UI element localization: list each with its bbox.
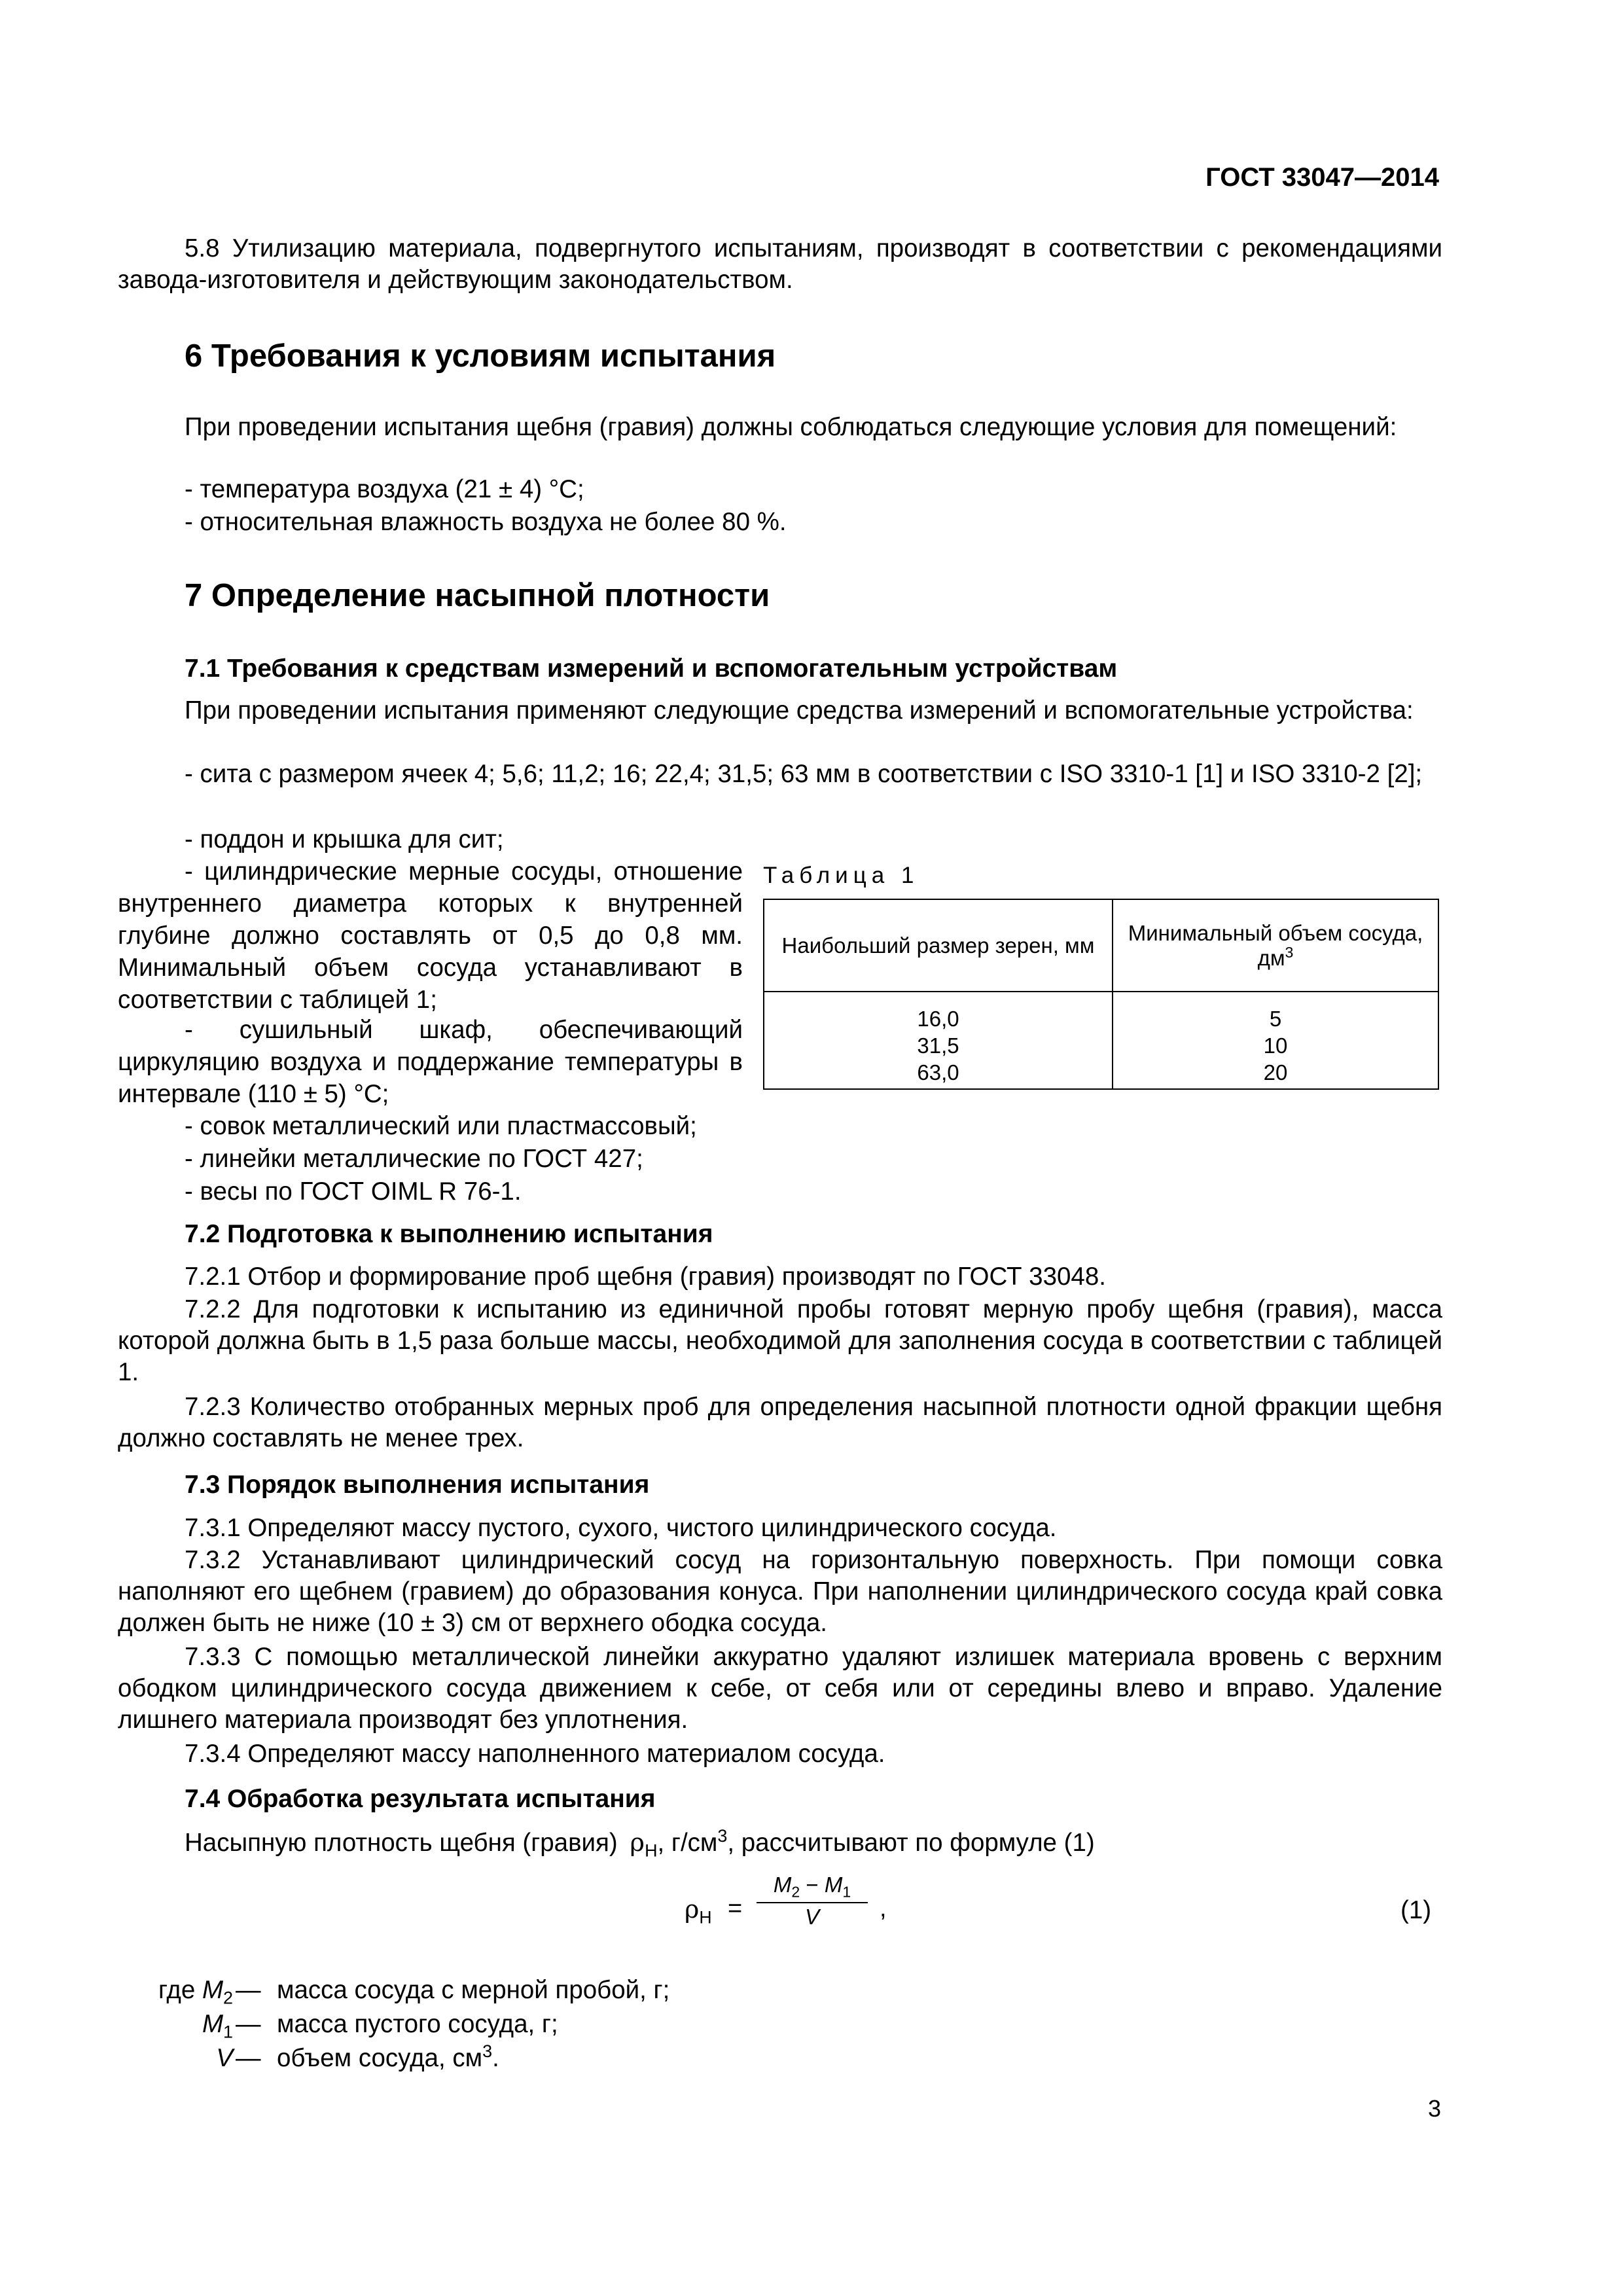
where-text	[277, 2042, 499, 2075]
formula-m2-subscript: 2	[791, 1883, 800, 1901]
paragraph-7-3-3: 7.3.3 С помощью металлической линейки аккуратно удаляют излишек материала вровень с верхним ободком цилиндрического сосуда движением к себе, от себя или от середины влево и вправо. Удаление лишнего материала производят без уплотнения.	[118, 1643, 1442, 1734]
section-6-title: 6 Требования к условиям испытания	[185, 338, 776, 374]
where-dash: —	[236, 1976, 261, 2004]
paragraph-7-2-1: 7.2.1 Отбор и формирование проб щебня (гравия) производят по ГОСТ 33048.	[185, 1263, 1106, 1291]
subsection-7-4-title: 7.4 Обработка результата испытания	[185, 1785, 656, 1813]
table-cell-size: 31,5	[917, 1033, 959, 1058]
formula-lhs	[685, 1895, 712, 1928]
where-item	[118, 2042, 772, 2076]
units-text: , г/см	[657, 1829, 718, 1857]
table-row	[764, 992, 1438, 1089]
where-dash: —	[236, 2044, 261, 2072]
equipment-oven: - сушильный шкаф, обеспечивающий циркуляцию воздуха и поддержание температуры в интервале (110 ± 5) °С;	[118, 1016, 743, 1108]
table-cell-volume: 5	[1269, 1007, 1282, 1031]
page-number: 3	[1427, 2095, 1441, 2122]
equipment-sieves: - сита с размером ячеек 4; 5,6; 11,2; 16; 22,4; 31,5; 63 мм в соответствии с ISO 3310-1 [1] и ISO 3310-2 [2];	[185, 760, 1423, 788]
where-item	[118, 1974, 772, 2008]
paragraph-7-4-intro	[185, 1827, 1095, 1859]
formula-rho-subscript: Н	[699, 1907, 712, 1928]
paragraph-7-3-2: 7.3.2 Устанавливают цилиндрический сосуд на горизонтальную поверхность. При помощи совка наполняют его щебнем (гравием) до образования конуса. При наполнении цилиндрического сосуда край совка должен быть не ниже (10 ± 3) см от верхнего ободка сосуда.	[118, 1546, 1442, 1637]
section-6-intro: При проведении испытания щебня (гравия) должны соблюдаться следующие условия для помещений:	[185, 413, 1397, 441]
where-sym: M	[202, 1976, 224, 2004]
formula-minus: −	[806, 1873, 819, 1897]
table-cell-volume: 20	[1263, 1060, 1288, 1085]
where-text-main: объем сосуда, см	[277, 2044, 483, 2072]
where-sym: V	[216, 2044, 233, 2072]
equipment-pan: - поддон и крышка для сит;	[185, 825, 504, 853]
where-item	[118, 2008, 772, 2042]
where-end: .	[492, 2044, 499, 2072]
table-cell-size: 16,0	[917, 1007, 959, 1031]
paragraph-7-3-1: 7.3.1 Определяют массу пустого, сухого, чистого цилиндрического сосуда.	[185, 1514, 1057, 1542]
formula-rho: ρ	[685, 1895, 700, 1924]
condition-humidity: - относительная влажность воздуха не более 80 %.	[185, 508, 787, 536]
subsection-7-1-intro: При проведении испытания применяют следующие средства измерений и вспомогательные устройства:	[185, 696, 1414, 725]
intro-tail: , рассчитывают по формуле (1)	[727, 1829, 1095, 1857]
paragraph-7-2-3: 7.2.3 Количество отобранных мерных проб для определения насыпной плотности одной фракции щебня должно составлять не менее трех.	[118, 1393, 1442, 1452]
equipment-vessels: - цилиндрические мерные сосуды, отношение внутреннего диаметра которых к внутренней глубине должно составлять от 0,5 до 0,8 мм. Минимальный объем сосуда устанавливают в соответствии с таблицей 1;	[118, 857, 743, 1014]
paragraph-7-2-2: 7.2.2 Для подготовки к испытанию из единичной пробы готовят мерную пробу щебня (гравия), масса которой должна быть в 1,5 раза больше массы, необходимой для заполнения сосуда в соответствии с таблицей 1.	[118, 1295, 1442, 1386]
rho-subscript: Н	[645, 1840, 658, 1861]
where-sub: 1	[223, 2022, 233, 2042]
where-sub: 2	[223, 1988, 233, 2008]
formula-v: V	[804, 1905, 819, 1929]
formula-number: (1)	[1400, 1896, 1432, 1924]
where-sym: M	[202, 2010, 224, 2038]
formula-denominator	[750, 1903, 874, 1931]
where-symbol	[202, 2008, 233, 2041]
page-header: ГОСТ 33047—2014	[1205, 163, 1439, 192]
paragraph-7-3-4: 7.3.4 Определяют массу наполненного материалом сосуда.	[185, 1740, 885, 1768]
table-header-volume-label: Минимальный объем сосуда, дм	[1128, 920, 1423, 970]
equipment-scales: - весы по ГОСТ OIML R 76-1.	[185, 1177, 522, 1206]
subsection-7-3-title: 7.3 Порядок выполнения испытания	[185, 1471, 650, 1499]
formula-equals: =	[728, 1895, 743, 1922]
table-header-row	[764, 899, 1438, 992]
units-superscript: 3	[717, 1826, 728, 1846]
table-header-volume-sup: 3	[1285, 943, 1294, 961]
condition-temperature: - температура воздуха (21 ± 4) °С;	[185, 475, 584, 503]
intro-text: Насыпную плотность щебня (гравия)	[185, 1829, 618, 1857]
where-text: масса сосуда с мерной пробой, г;	[277, 1976, 670, 2004]
where-symbol	[216, 2042, 233, 2075]
where-sup: 3	[482, 2041, 493, 2062]
formula-fraction	[750, 1871, 874, 1931]
equipment-rulers: - линейки металлические по ГОСТ 427;	[185, 1145, 643, 1173]
formula-comma: ,	[880, 1895, 887, 1922]
where-symbol	[158, 1974, 233, 2007]
table-1	[763, 899, 1439, 1090]
formula-m2: M	[773, 1873, 792, 1897]
table-cell-volumes	[1113, 992, 1438, 1089]
rho-symbol: ρ	[630, 1828, 645, 1857]
table-cell-size: 63,0	[917, 1060, 959, 1085]
subsection-7-2-title: 7.2 Подготовка к выполнению испытания	[185, 1220, 713, 1248]
paragraph-5-8: 5.8 Утилизацию материала, подвергнутого испытаниям, производят в соответствии с рекомендациями завода-изготовителя и действующим законодательством.	[118, 234, 1442, 294]
section-7-title: 7 Определение насыпной плотности	[185, 578, 770, 613]
table-1-caption: Таблица 1	[763, 863, 919, 888]
formula-numerator	[750, 1871, 874, 1899]
table-cell-volume: 10	[1263, 1033, 1288, 1058]
table-header-volume	[1113, 899, 1438, 992]
where-text: масса пустого сосуда, г;	[277, 2010, 558, 2038]
where-prefix: где	[158, 1976, 202, 2004]
formula-m1-subscript: 1	[842, 1883, 851, 1901]
equipment-scoop: - совок металлический или пластмассовый;	[185, 1112, 697, 1140]
formula-m1: M	[824, 1873, 843, 1897]
where-dash: —	[236, 2010, 261, 2038]
subsection-7-1-title: 7.1 Требования к средствам измерений и вспомогательным устройствам	[185, 655, 1118, 683]
table-header-size: Наибольший размер зерен, мм	[764, 899, 1113, 992]
table-cell-sizes	[764, 992, 1113, 1089]
